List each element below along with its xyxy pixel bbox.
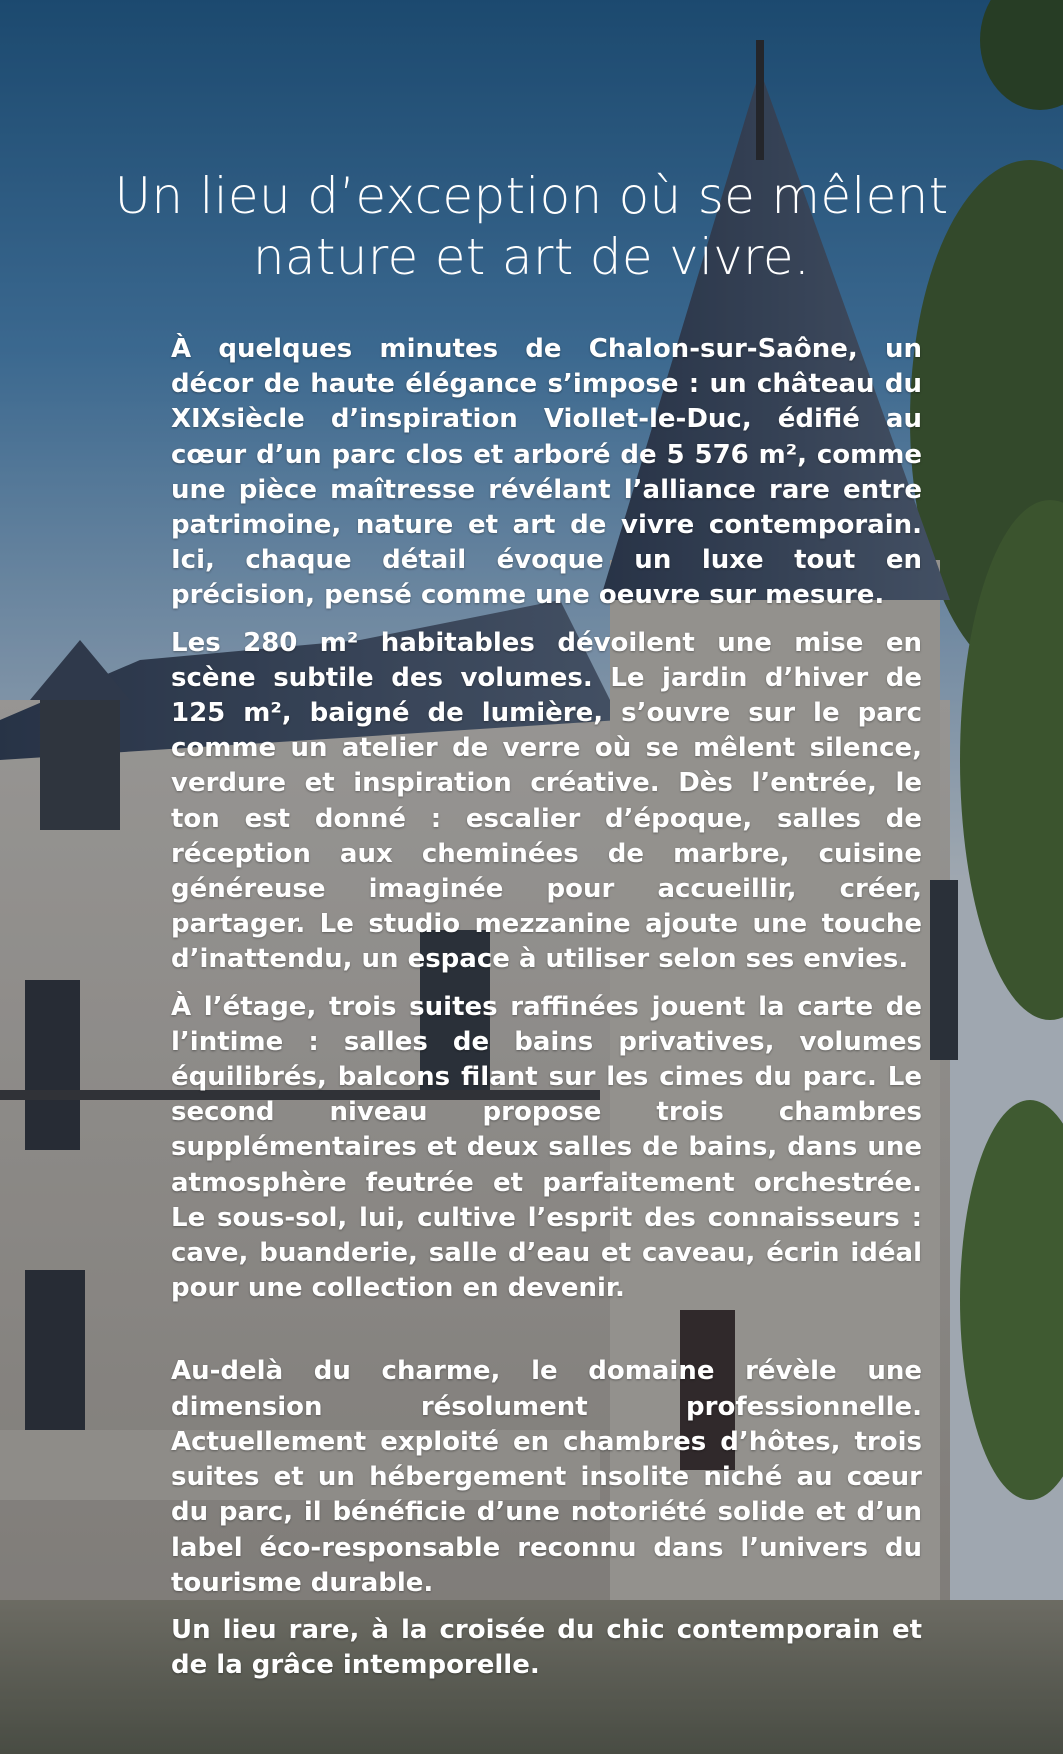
paragraph-professionnel: Au-delà du charme, le domaine révèle une dimension résolument professionnelle. Actuellement exploité en chambres d’hôtes, trois suites et un hébergement insolite niché au cœur du parc, il bénéficie d’une notoriété solide et d’un label éco-responsable reconnu dans l’univers du tourisme durable. (171, 1356, 922, 1598)
paragraph-volumes: Les 280 m² habitables dévoilent une mise en scène subtile des volumes. Le jardin d’hiver de 125 m², baigné de lumière, s’ouvre sur le parc comme un atelier de verre où se mêlent silence, verdure et inspiration créative. Dès l’entrée, le ton est donné : escalier d’époque, salles de réception aux cheminées de marbre, cuisine généreuse imaginée pour accueillir, créer, partager. Le studio mezzanine ajoute une touche d’inattendu, un espace à utiliser selon ses envies. (171, 627, 922, 975)
description-text (171, 332, 922, 1695)
page-title: Un lieu d’exception où se mêlent nature et art de vivre. (114, 167, 949, 286)
paragraph-intro: À quelques minutes de Chalon-sur-Saône, un décor de haute élégance s’impose : un château du XIXsiècle d’inspiration Viollet-le-Duc, édifié au cœur d’un parc clos et arboré de 5 576 m², comme une pièce maîtresse révélant l’alliance rare entre patrimoine, nature et art de vivre contemporain. Ici, chaque détail évoque un luxe tout en précision, pensé comme une oeuvre sur mesure. (171, 334, 922, 611)
paragraph-conclusion: Un lieu rare, à la croisée du chic contemporain et de la grâce intemporelle. (171, 1614, 922, 1681)
paragraph-etage: À l’étage, trois suites raffinées jouent la carte de l’intime : salles de bains privatives, volumes équilibrés, balcons filant sur les cimes du parc. Le second niveau propose trois chambres supplémentaires et deux salles de bains, dans une atmosphère feutrée et parfaitement orchestrée. Le sous-sol, lui, cultive l’esprit des connaisseurs : cave, buanderie, salle d’eau et caveau, écrin idéal pour une collection en devenir. (171, 991, 922, 1304)
